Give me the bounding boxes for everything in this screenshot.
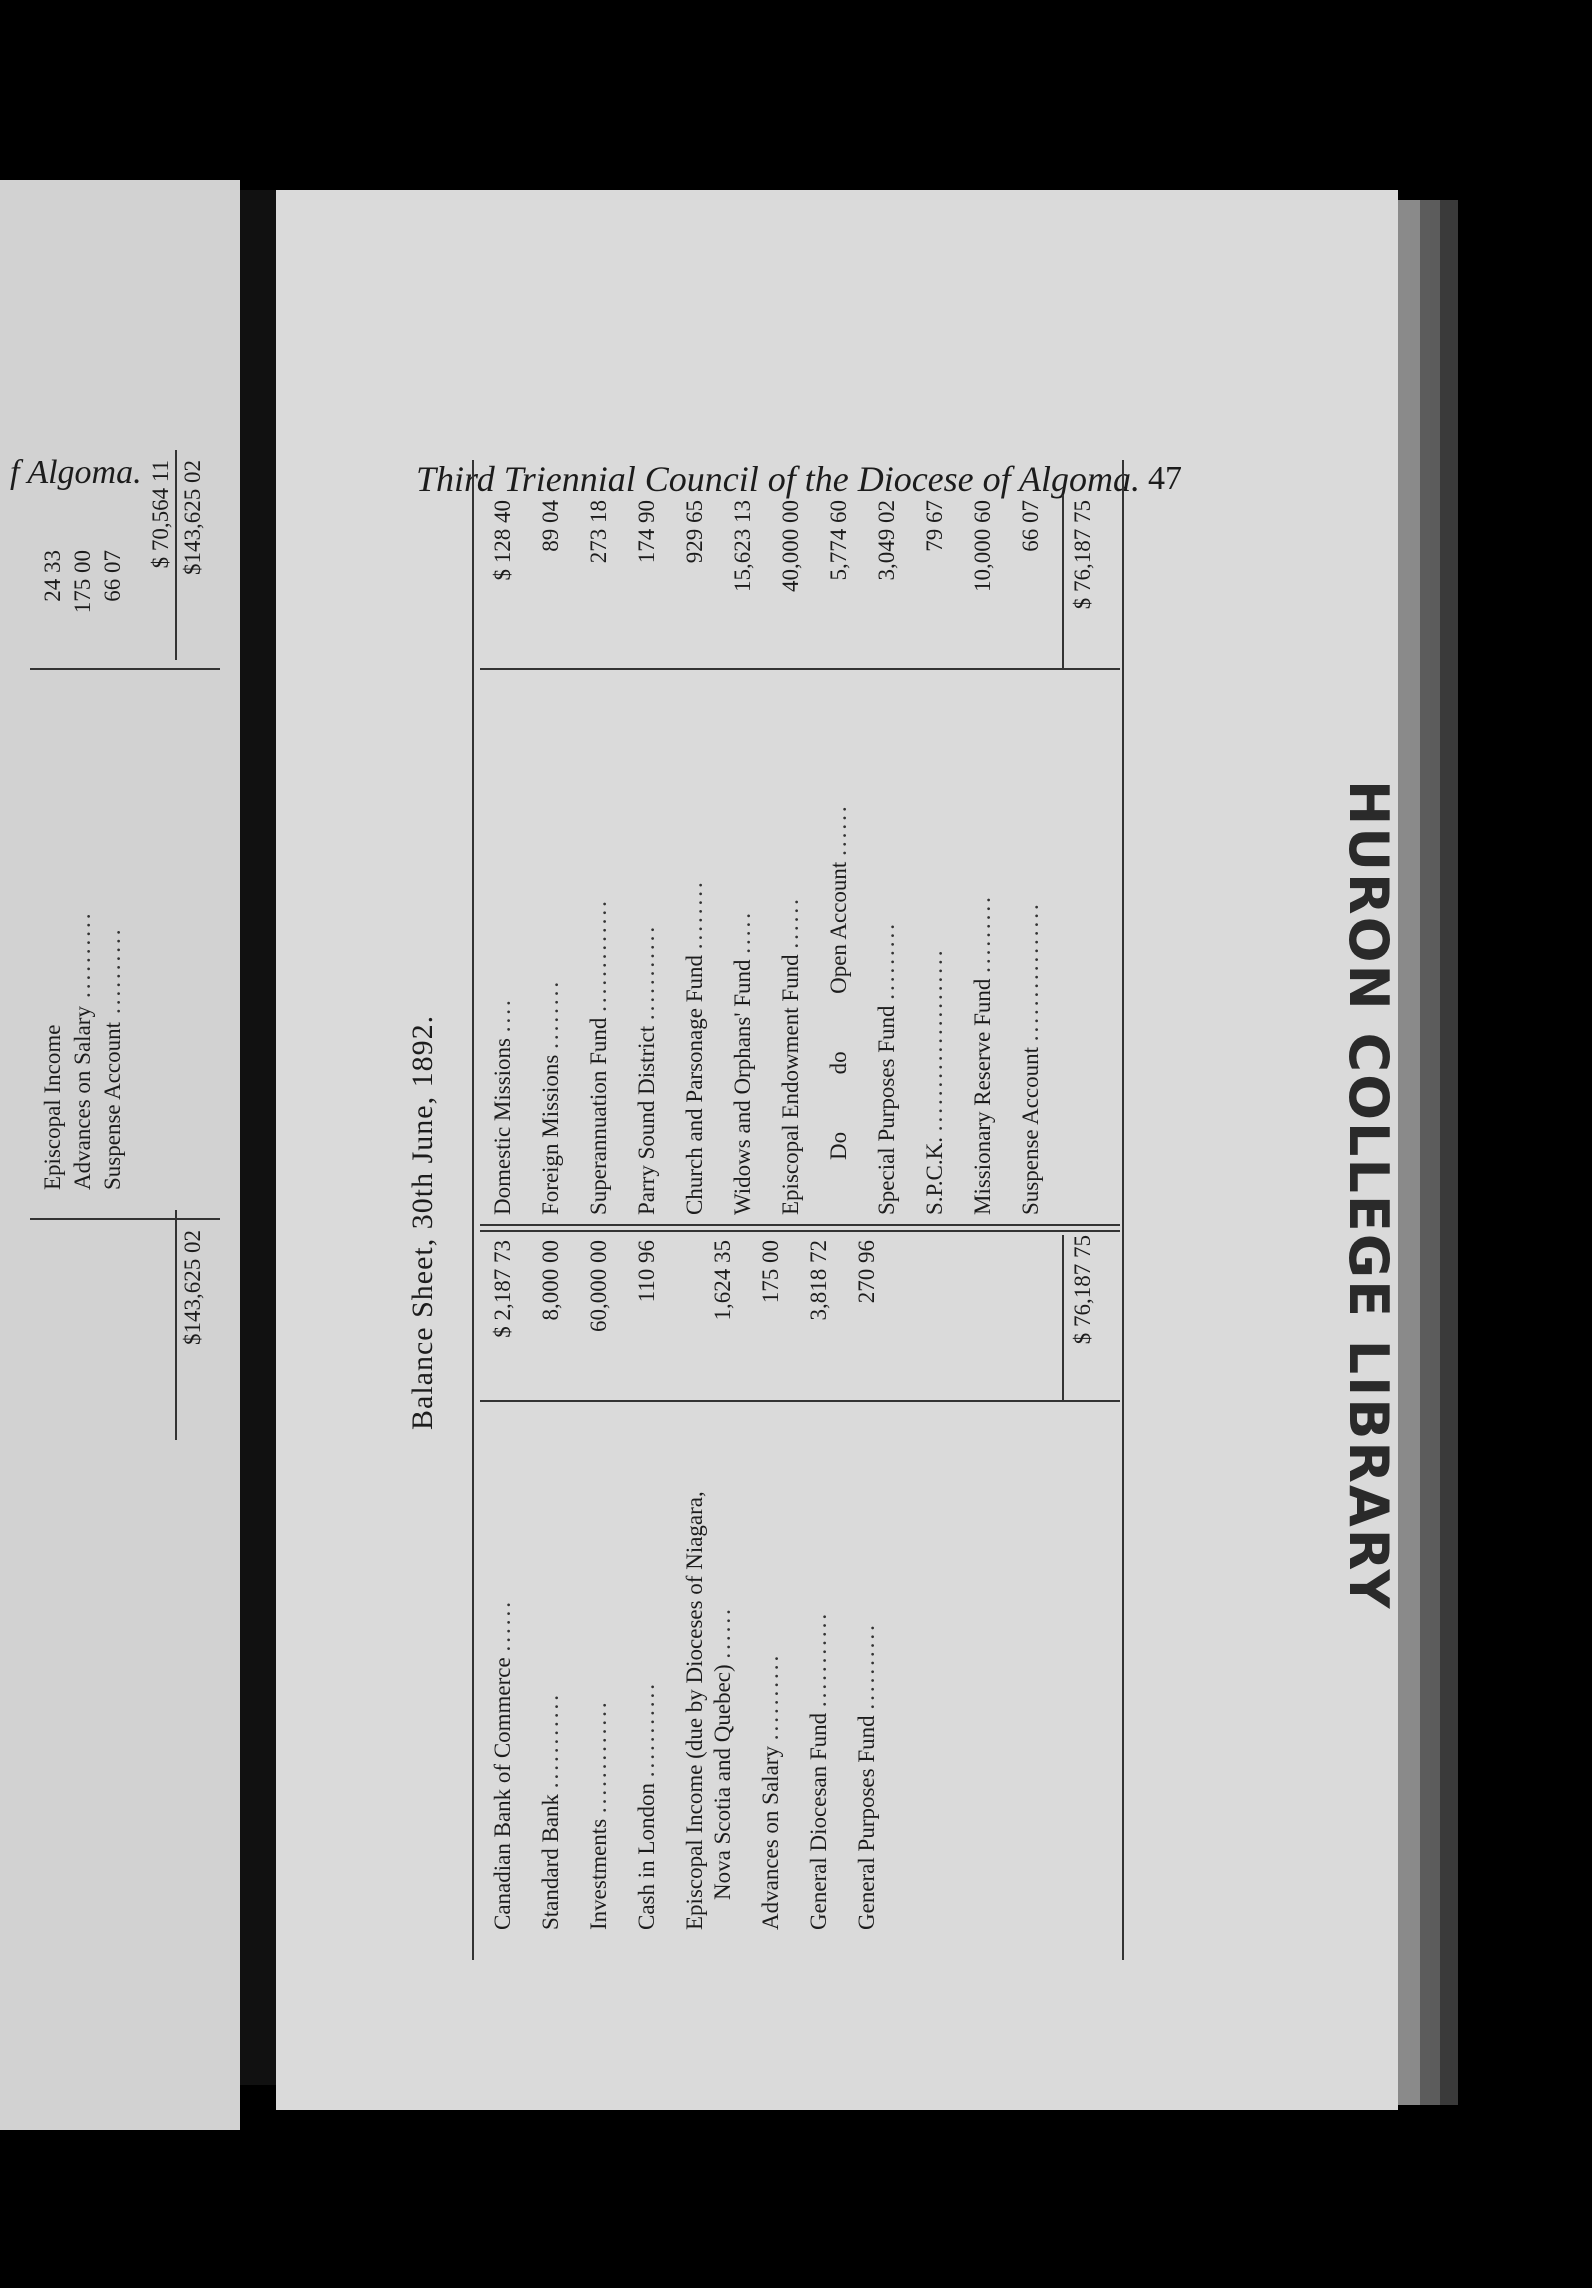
gutter-shadow [240,190,276,2085]
asset-amount: 270 96 [854,1240,879,1304]
lp-row-label: Episcopal Income [40,1024,65,1190]
library-stamp: HURON COLLEGE LIBRARY [1337,780,1400,1611]
asset-amount: 1,624 35 [710,1240,735,1321]
asset-amount: 8,000 00 [538,1240,563,1321]
page-number: 47 [1148,460,1182,497]
page-edge [1420,200,1440,2105]
lp-row-label: Suspense Account [100,1021,125,1190]
liability-amount: 174 90 [634,500,659,564]
liability-label: Foreign Missions [538,1054,563,1215]
asset-label: Canadian Bank of Commerce [490,1657,515,1930]
liability-amount: 3,049 02 [874,500,899,581]
asset-label: General Diocesan Fund [806,1712,831,1930]
column-rule [480,1230,1120,1232]
left-running-head: f Algoma. [10,454,142,491]
title-rule [472,460,474,1960]
lp-row-amount: 24 33 [40,550,65,602]
lp-row-label: Advances on Salary [70,1006,95,1190]
asset-amount: 175 00 [758,1240,783,1304]
liability-amount: 89 04 [538,500,563,552]
liability-label: S.P.C.K. [922,1137,947,1215]
liability-amount: 929 65 [682,500,707,564]
asset-label: Investments [586,1818,611,1930]
liability-amount: 273 18 [586,500,611,564]
asset-amount: 3,818 72 [806,1240,831,1321]
lp-subtotal: $ 70,564 11 [148,460,173,569]
page-edge [1440,200,1458,2105]
liabilities-total: $ 76,187 75 [1070,500,1095,610]
balance-sheet: Balance Sheet, 30th June, 1892. Canadian Bank of Commerce ...... Standard Bank ........... Investments ............. Cash in London ........... Episcopal Income (due by Dioceses of Niagara, Nova Scotia and Quebec) ...... Advances on Salary .......... General Diocesan Fund ........... General Purposes Fund .......... $ 2,187 73 8,000 00 60,000 00 110 96 1,624 35 175 00 3,818 72 270 96 $ 76,187 75 Domestic Missions .... Foreign Missions ........ Superannuation Fund ............. Parry Sound District ........... Church and Parsonage Fund ........ Widows and Orphans' Fund ..... Episcopal Endowment Fund ...... Do do Open Account ...... Special Purposes Fund ......... S.P.C.K. ..................... Missionary Reserve Fund ......... Suspense Account ................ $ 128 40 89 04 273 18 174 90 929 65 15,623 13 40,000 00 5,774 60 3,049 02 79 67 10,000 60 66 07 $ 76,187 75 [380,460,1140,1960]
liability-amount: 79 67 [922,500,947,552]
column-rule [480,1400,1120,1402]
asset-label: General Purposes Fund [854,1715,879,1930]
total-rule [175,450,177,660]
column-rule [30,668,220,670]
column-rule [30,1218,220,1220]
asset-label: Episcopal Income (due by Dioceses of Niagara, [682,1491,707,1930]
liability-amount: 66 07 [1018,500,1043,552]
liability-amount: 15,623 13 [730,500,755,592]
liability-amount: 5,774 60 [826,500,851,581]
liability-label: Widows and Orphans' Fund [730,959,755,1215]
liability-label: Missionary Reserve Fund [970,978,995,1215]
liability-amount: 10,000 60 [970,500,995,592]
asset-amount: $ 2,187 73 [490,1240,515,1338]
asset-label: Standard Bank [538,1793,563,1930]
liability-label: Episcopal Endowment Fund [778,954,803,1215]
lp-total: $143,625 02 [180,1230,205,1345]
bottom-rule [1122,460,1124,1960]
total-rule [1062,495,1064,670]
assets-total: $ 76,187 75 [1070,1235,1095,1345]
asset-label: Cash in London [634,1783,659,1930]
liability-label: Do do Open Account [826,861,851,1160]
liability-amount: $ 128 40 [490,500,515,581]
total-rule [175,1210,177,1440]
left-page-table: Episcopal Income Advances on Salary.......... Suspense Account.......... 24 33 175 00 66 07 $ 70,564 11 $143,625 02 $143,625 02 [30,440,240,1440]
lp-total: $143,625 02 [180,460,205,575]
lp-row-amount: 175 00 [70,550,95,614]
column-rule [480,668,1120,670]
liability-label: Domestic Missions [490,1038,515,1215]
liability-amount: 40,000 00 [778,500,803,592]
lp-row-amount: 66 07 [100,550,125,602]
asset-amount: 60,000 00 [586,1240,611,1332]
asset-amount: 110 96 [634,1240,659,1303]
asset-label: Nova Scotia and Quebec) [710,1664,735,1900]
liability-label: Parry Sound District [634,1025,659,1215]
liability-label: Special Purposes Fund [874,1005,899,1215]
column-rule [480,1224,1120,1226]
asset-label: Advances on Salary [758,1746,783,1930]
liability-label: Suspense Account [1018,1046,1043,1215]
liability-label: Superannuation Fund [586,1017,611,1215]
sheet-title: Balance Sheet, 30th June, 1892. [406,1014,439,1430]
liability-label: Church and Parsonage Fund [682,955,707,1215]
total-rule [1062,1235,1064,1400]
running-head: Third Triennial Council of the Diocese of Algoma. [416,459,1140,499]
